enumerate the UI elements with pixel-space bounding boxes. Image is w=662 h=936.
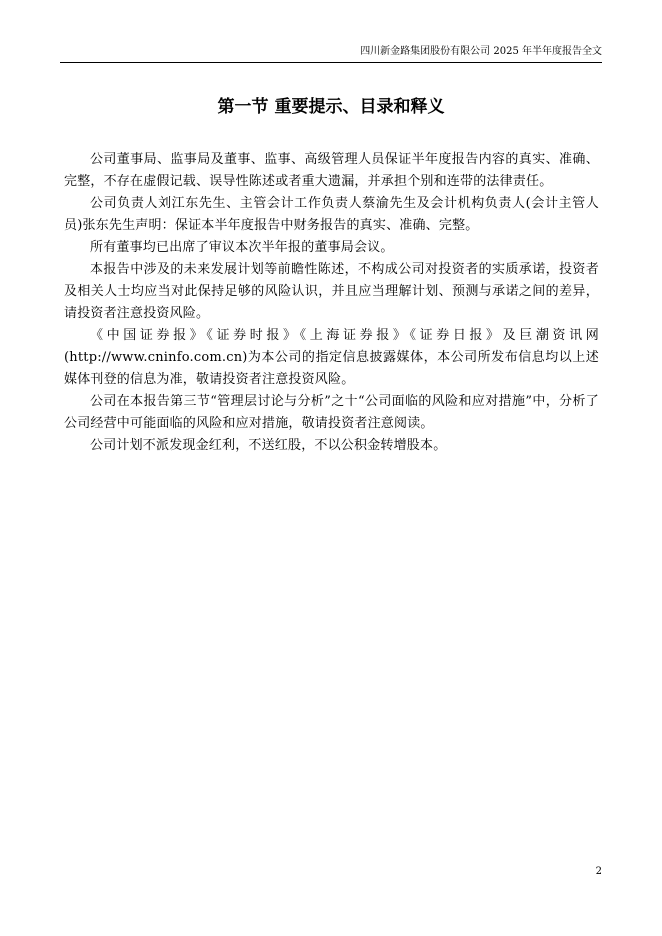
section-title: 第一节 重要提示、目录和释义	[217, 97, 445, 117]
paragraph-media: 《中国证券报》《证券时报》《上海证券报》《证券日报》及巨潮资讯网(http://www.cninfo.com.cn)为本公司的指定信息披露媒体，本公司所发布信息均以上述媒体刊登的信息为准，敬请投资者注意投资风险。	[64, 328, 599, 387]
paragraph-forward-looking: 本报告中涉及的未来发展计划等前瞻性陈述，不构成公司对投资者的实质承诺，投资者及相关人士均应当对此保持足够的风险认识，并且应当理解计划、预测与承诺之间的差异，请投资者注意投资风险。	[64, 262, 599, 321]
paragraph-responsibility: 公司董事局、监事局及董事、监事、高级管理人员保证半年度报告内容的真实、准确、完整，不存在虚假记载、误导性陈述或者重大遗漏，并承担个别和连带的法律责任。	[64, 152, 599, 189]
paragraph-declaration: 公司负责人刘江东先生、主管会计工作负责人蔡渝先生及会计机构负责人(会计主管人员)张东先生声明：保证本半年度报告中财务报告的真实、准确、完整。	[64, 196, 599, 233]
paragraph-attendance: 所有董事均已出席了审议本次半年报的董事局会议。	[90, 240, 394, 255]
page-number: 2	[595, 866, 602, 877]
header-text: 四川新金路集团股份有限公司 2025 年半年度报告全文	[360, 46, 602, 57]
body-content	[64, 149, 599, 457]
paragraph-risks: 公司在本报告第三节“管理层讨论与分析”之十“公司面临的风险和应对措施”中，分析了公司经营中可能面临的风险和应对措施，敬请投资者注意阅读。	[64, 394, 599, 431]
paragraph-dividend: 公司计划不派发现金红利，不送红股，不以公积金转增股本。	[90, 438, 447, 453]
page-header	[60, 46, 602, 63]
